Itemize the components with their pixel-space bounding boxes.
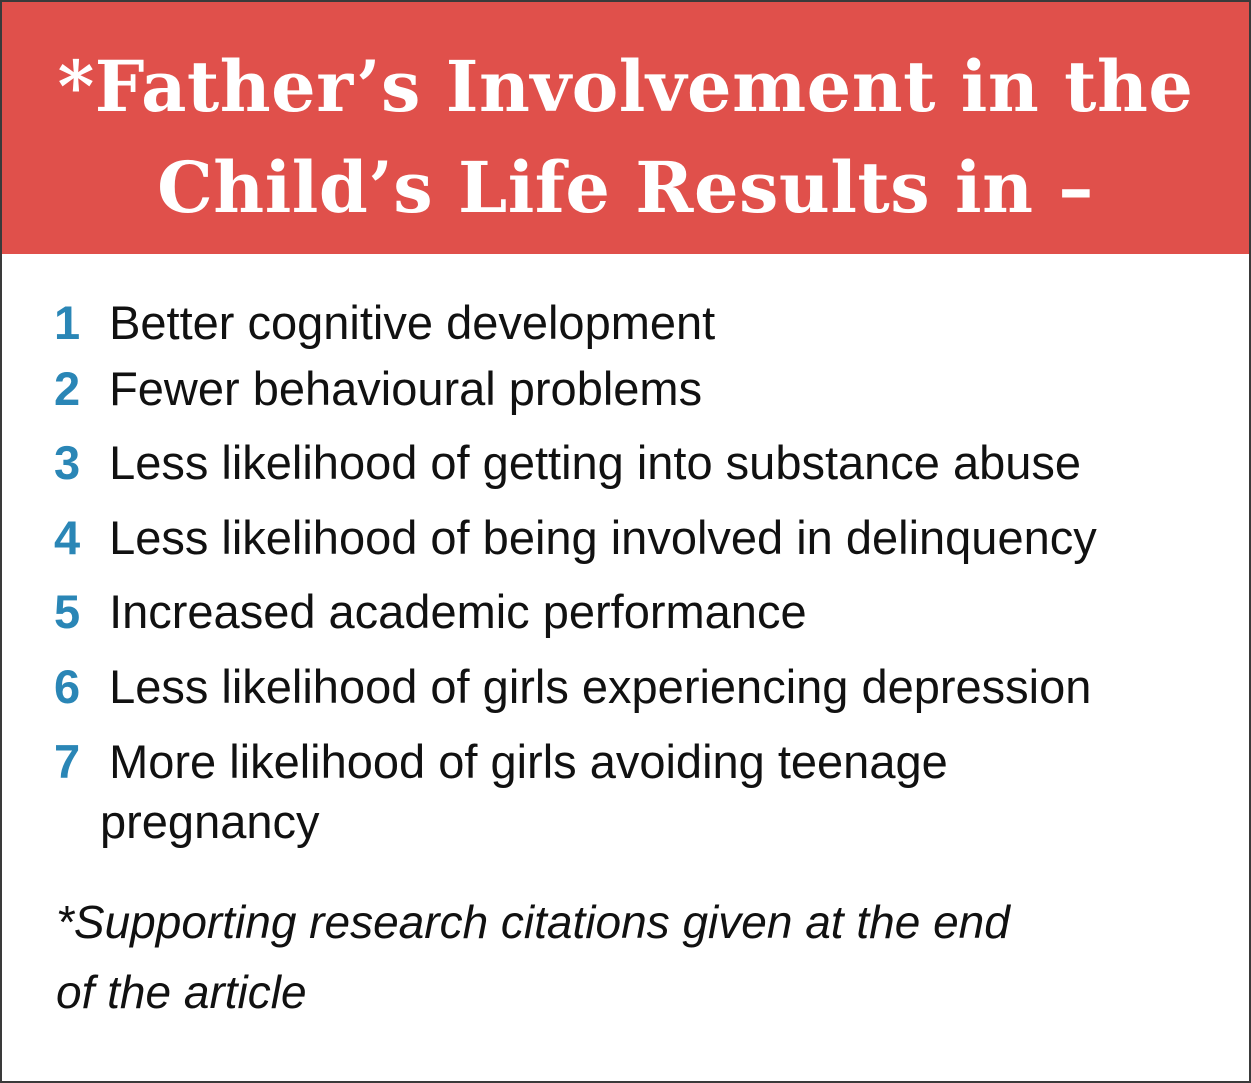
- item-text: Better cognitive development: [109, 296, 716, 349]
- item-number: 4: [54, 511, 81, 564]
- item-number: 6: [54, 660, 81, 713]
- list-item: [54, 360, 702, 418]
- item-text-continuation: pregnancy: [100, 795, 320, 848]
- item-number: 7: [54, 735, 81, 788]
- title-line-1: *Father’s Involvement in the: [57, 45, 1194, 128]
- list-item: [54, 509, 1097, 567]
- item-text: More likelihood of girls avoiding teenage: [109, 735, 948, 788]
- list-item: [54, 294, 715, 352]
- list-item: [54, 583, 807, 641]
- item-text: Less likelihood of girls experiencing depression: [109, 660, 1092, 713]
- title-line-2: Child’s Life Results in –: [157, 146, 1094, 229]
- item-text: Less likelihood of getting into substance abuse: [109, 436, 1082, 489]
- footnote: [56, 887, 1010, 1027]
- title-banner: [2, 2, 1249, 254]
- list-item: [54, 658, 1091, 716]
- item-number: 1: [54, 296, 81, 349]
- item-text: Less likelihood of being involved in delinquency: [109, 511, 1097, 564]
- item-text: Increased academic performance: [109, 585, 807, 638]
- item-number: 2: [54, 362, 81, 415]
- list-item: [54, 733, 948, 853]
- footnote-line-2: of the article: [56, 966, 307, 1018]
- item-number: 5: [54, 585, 81, 638]
- footnote-line-1: *Supporting research citations given at the end: [56, 896, 1010, 948]
- list-item: [54, 434, 1081, 492]
- item-number: 3: [54, 436, 81, 489]
- item-text: Fewer behavioural problems: [109, 362, 703, 415]
